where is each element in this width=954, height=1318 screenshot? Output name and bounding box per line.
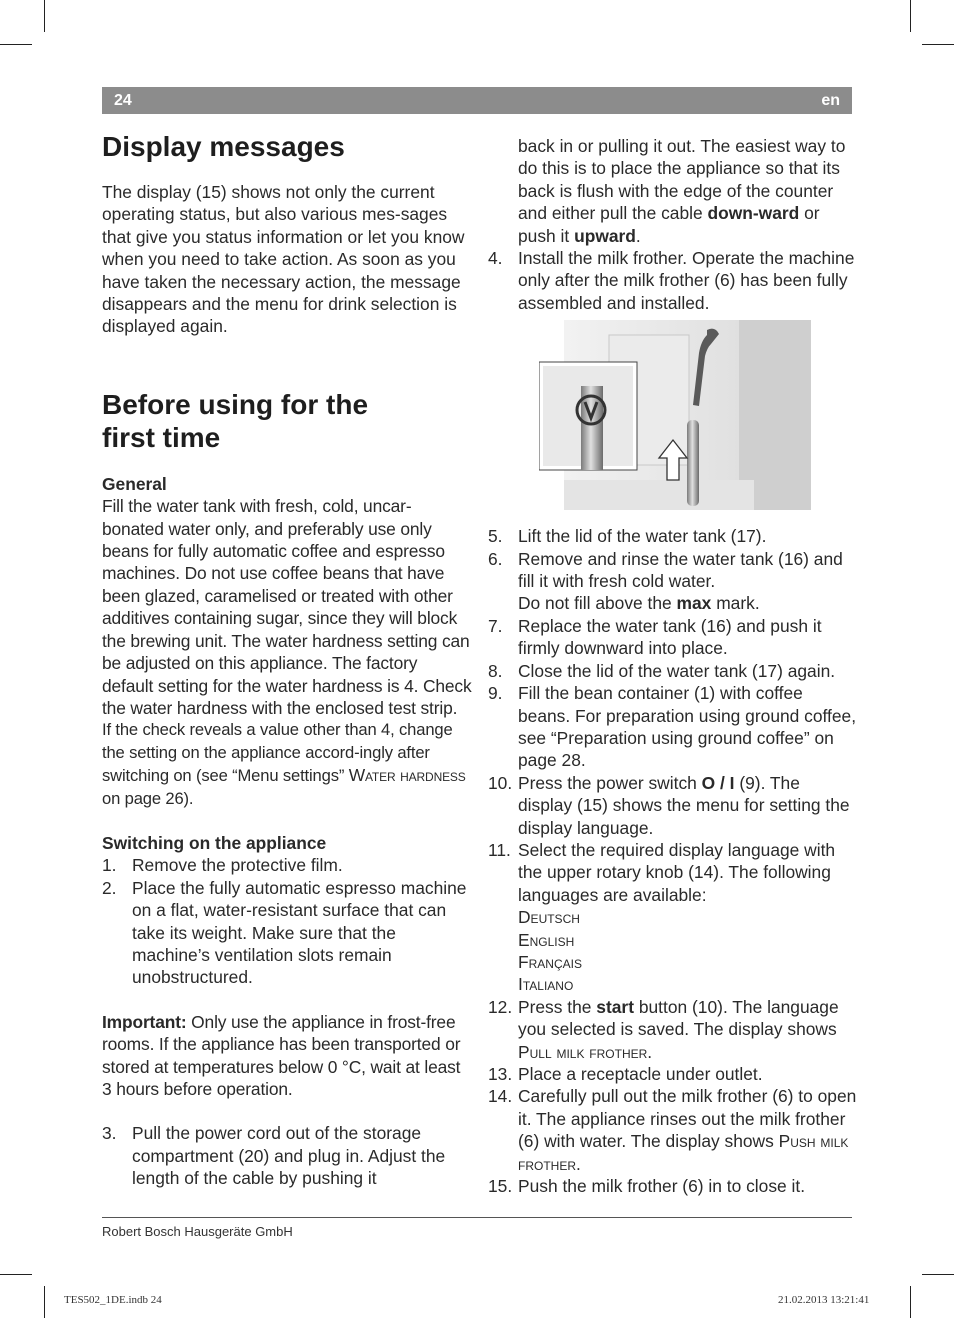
list-item xyxy=(102,1122,472,1189)
crop-mark xyxy=(0,44,32,45)
list-item xyxy=(488,682,858,772)
step-number: 14. xyxy=(488,1086,513,1107)
step-number: 7. xyxy=(488,615,503,636)
step-number: 8. xyxy=(488,660,503,681)
general-text-2: If the check reveals a value other than 4, change the setting on the appliance accord-ingly after switching on (see “Menu settings” xyxy=(102,720,453,786)
general-paragraph-cont xyxy=(102,719,472,810)
list-item xyxy=(102,877,472,989)
step-number: 1. xyxy=(102,855,117,876)
language-code: en xyxy=(821,92,840,109)
page-ref: on page 26). xyxy=(102,788,194,808)
important-label: Important: xyxy=(102,1011,187,1032)
power-switch-symbol: O / I xyxy=(701,772,735,793)
important-text: Only use the appliance in frost-free rooms. If the appliance has been transported or stored at temperatures below 0 °C, wait at least 3 hours before operation. xyxy=(102,1011,461,1099)
step-text: Select the required display language with the upper rotary knob (14). The following languages are available: xyxy=(518,839,836,905)
heading-line-1: Before using for the xyxy=(102,388,369,420)
step-number: 10. xyxy=(488,772,513,793)
cont-bold-down: down-ward xyxy=(707,203,800,224)
step-number: 11. xyxy=(488,839,511,860)
list-item xyxy=(488,660,858,682)
page-number: 24 xyxy=(114,92,132,109)
intro-paragraph: The display (15) shows not only the current operating status, but also various mes-sages that give you status information or let you know when you need to take action. As soon as you have taken the necessary action, the message disappears and the menu for drink selection is displayed again. xyxy=(102,182,465,337)
step-number: 6. xyxy=(488,548,503,569)
cont-text: . xyxy=(635,225,641,246)
step-text: Remove the protective film. xyxy=(132,855,343,876)
step-text: Close the lid of the water tank (17) again. xyxy=(518,660,836,681)
milk-frother-illustration xyxy=(539,320,811,510)
switching-heading: Switching on the appliance xyxy=(102,832,327,853)
step-text: Push the milk frother (6) in to close it. xyxy=(518,1176,806,1197)
step-number: 2. xyxy=(102,877,117,898)
step-text: . xyxy=(647,1041,653,1062)
cont-text: back in or pulling it out. The easiest way to do this is to place the appliance so that its back is flush with the edge of the counter and either pull the cable xyxy=(518,136,846,224)
crop-mark xyxy=(910,1286,911,1318)
crop-mark xyxy=(922,44,954,45)
crop-mark xyxy=(910,0,911,32)
step-text: Lift the lid of the water tank (17). xyxy=(518,526,767,547)
step-number: 12. xyxy=(488,996,513,1017)
list-item xyxy=(488,1063,858,1085)
step-text: Install the milk frother. Operate the machine only after the milk frother (6) has been fully assembled and installed. xyxy=(518,248,855,313)
step3-continuation xyxy=(488,135,858,247)
step-text: Remove and rinse the water tank (16) and fill it with fresh cold water. xyxy=(518,548,843,592)
step-number: 15. xyxy=(488,1176,513,1197)
general-heading: General xyxy=(102,473,167,494)
list-item xyxy=(488,1175,858,1197)
step-text: Carefully pull out the milk frother (6) to open it. The appliance rinses out the milk frother (6) with water. The display shows xyxy=(518,1086,857,1152)
crop-mark xyxy=(0,1274,32,1275)
slug-file: TES502_1DE.indb 24 xyxy=(64,1294,162,1306)
step-text: Place the fully automatic espresso machine on a flat, water-resistant surface that can take its weight. Make sure that the machine’s ventilation slots remain unobstructured. xyxy=(132,877,467,988)
heading-display-messages: Display messages xyxy=(102,131,345,162)
step-text: Pull the power cord out of the storage compartment (20) and plug in. Adjust the length of the cable by pushing it xyxy=(132,1123,446,1189)
display-message: Pull milk frother xyxy=(518,1041,648,1062)
list-item xyxy=(102,854,472,876)
step-number: 5. xyxy=(488,526,503,547)
step-text: (9). The display (15) shows the menu for setting the display language. xyxy=(518,772,850,838)
slug-date: 21.02.2013 13:21:41 xyxy=(778,1294,870,1306)
step-text: Place a receptacle under outlet. xyxy=(518,1064,763,1084)
step-text: Fill the bean container (1) with coffee beans. For preparation using ground coffee, see “Preparation using ground coffee” on page 28. xyxy=(518,683,857,771)
max-mark: max xyxy=(676,593,712,614)
cont-bold-up: upward xyxy=(574,225,636,246)
step-number: 4. xyxy=(488,248,503,269)
language-option: Italiano xyxy=(518,974,574,995)
language-option: Deutsch xyxy=(518,907,580,928)
list-item xyxy=(488,839,858,996)
important-note xyxy=(102,1011,472,1101)
steps-list xyxy=(102,854,472,988)
list-item xyxy=(488,772,858,839)
right-column xyxy=(488,135,858,1197)
page-header-bar xyxy=(102,87,852,114)
steps-list xyxy=(488,247,858,314)
step-text: mark. xyxy=(711,593,760,614)
footer-rule xyxy=(102,1217,852,1218)
list-item xyxy=(488,1085,858,1175)
heading-before-first-use xyxy=(102,388,472,454)
step-number: 3. xyxy=(102,1123,117,1144)
language-option: Français xyxy=(518,951,582,972)
steps-list xyxy=(488,525,858,1197)
step-text: Press the power switch xyxy=(518,772,702,793)
water-hardness-menu: Water hardness xyxy=(348,765,466,786)
list-item xyxy=(488,247,858,314)
step-text: Press the xyxy=(518,996,597,1017)
list-item xyxy=(488,615,858,660)
frother-tube xyxy=(687,420,699,506)
step-number: 13. xyxy=(488,1064,513,1084)
cont-text: or push it xyxy=(518,203,820,246)
left-column xyxy=(102,128,472,1190)
crop-mark xyxy=(44,0,45,32)
crop-mark xyxy=(922,1274,954,1275)
crop-mark xyxy=(44,1286,45,1318)
step-text: button (10). The language you selected is saved. The display shows xyxy=(518,996,839,1040)
step-text: . xyxy=(576,1153,581,1174)
list-item xyxy=(488,548,858,615)
display-message: Push milk frother xyxy=(518,1131,849,1174)
footer-company: Robert Bosch Hausgeräte GmbH xyxy=(102,1224,293,1239)
steps-list xyxy=(102,1122,472,1189)
language-option: English xyxy=(518,929,575,950)
list-item xyxy=(488,525,858,547)
step-number: 9. xyxy=(488,683,503,704)
step-text: Replace the water tank (16) and push it firmly downward into place. xyxy=(518,615,822,659)
step-text: Do not fill above the xyxy=(518,593,677,614)
general-paragraph: Fill the water tank with fresh, cold, uncar-bonated water only, and preferably use only beans for fully automatic coffee and espresso machines. Do not use coffee beans that have been glazed, caramelised or treated with other additives containing sugar, since they will block the brewing unit. The water hardness setting can be adjusted on this appliance. The factory default setting for the water hardness is 4. Check the water hardness with the enclosed test strip. xyxy=(102,496,472,718)
start-button-ref: start xyxy=(596,996,634,1017)
list-item xyxy=(488,996,858,1063)
heading-line-2: first time xyxy=(102,421,221,453)
drip-tray xyxy=(564,480,754,510)
